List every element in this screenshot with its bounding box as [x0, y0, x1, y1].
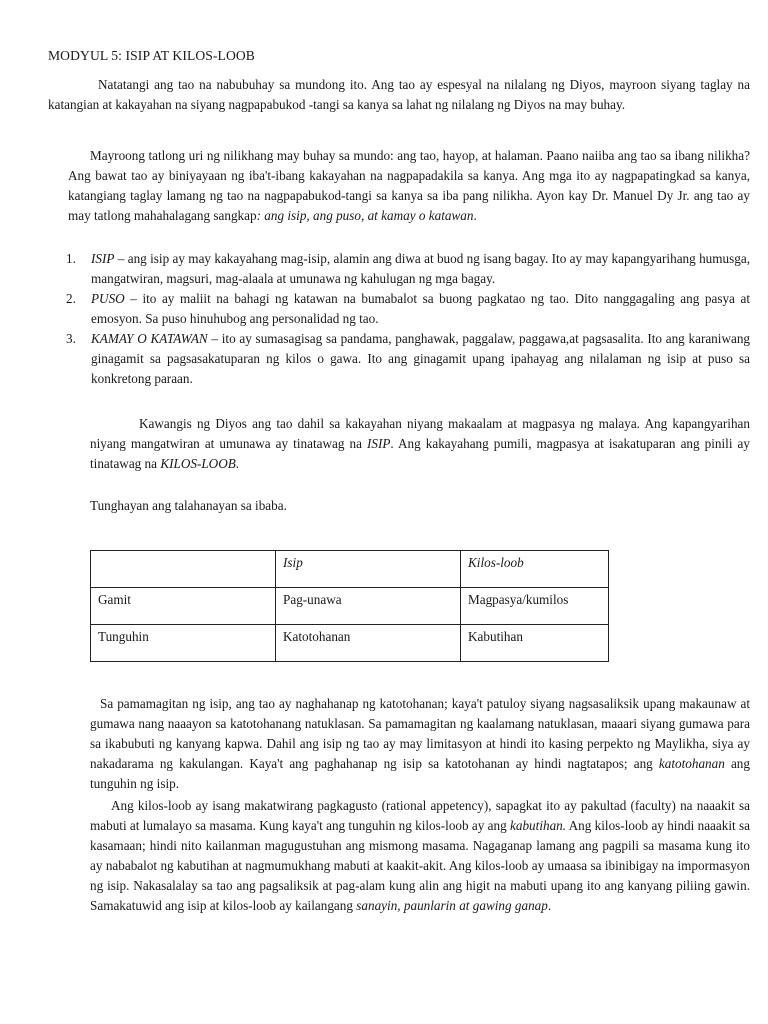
list-item — [66, 249, 750, 289]
paragraph-end: . — [235, 456, 240, 471]
numbered-list — [66, 249, 750, 389]
paragraph-three-faculties — [68, 146, 750, 226]
list-item — [66, 329, 750, 389]
list-item — [66, 289, 750, 329]
italic-term-kabutihan: kabutihan. — [510, 818, 567, 833]
table-cell: Pag-unawa — [276, 588, 461, 625]
list-term: KAMAY O KATAWAN — [91, 331, 208, 346]
table-cell: Magpasya/kumilos — [461, 588, 609, 625]
table-cell: Katotohanan — [276, 625, 461, 662]
paragraph-text: . Ang kakayahang pumili, magpasya at isakatuparan ang pinili ay tinatawag na — [90, 436, 750, 471]
paragraph-kilos-loob-kabutihan — [90, 796, 750, 916]
table-row — [91, 588, 609, 625]
italic-closing-phrase: sanayin, paunlarin at gawing ganap — [356, 898, 548, 913]
comparison-table — [90, 550, 609, 662]
list-number: 2. — [66, 291, 76, 306]
paragraph-end: . — [547, 898, 552, 913]
header-kilos-loob: Kilos-loob — [468, 555, 524, 570]
table-header-cell — [461, 551, 609, 588]
header-isip: Isip — [283, 555, 303, 570]
paragraph-text: Sa pamamagitan ng isip, ang tao ay naghahanap ng katotohanan; kaya't patuloy siyang nagsasaliksik upang makaunaw at gumawa nang naaayon sa katotohanang natuklasan. Sa pamamagitan ng kaalamang natuklasan, maaari siyang gumawa para sa ikabubuti ng kanyang kapwa. Dahil ang isip ng tao ay may limitasyon at hindi ito kasing perpekto ng Maylikha, siya ay nakadarama ng kakulangan. Kaya't ang paghahanap ng isip sa katotohanan ay hindi nagtatapos; ang — [90, 696, 750, 771]
table-cell — [91, 551, 276, 588]
list-text: – ito ay sumasagisag sa pandama, panghawak, paggalaw, paggawa,at pagsasalita. Ito ang karaniwang ginagamit sa pagsasakatuparan ng kilos o gawa. Ito ang ginagamit upang ipahayag ang nilalaman ng isip at puso sa konkretong paraan. — [91, 331, 751, 386]
paragraph-isip-kilos-loob — [90, 414, 750, 474]
paragraph-text: Ang kilos-loob ay isang makatwirang pagkagusto (rational appetency), sapagkat ito ay pakultad (faculty) na naaakit sa mabuti at lumalayo sa masama. Kung kaya't ang tunguhin ng kilos-loob ay ang — [90, 798, 750, 833]
table-header-cell — [276, 551, 461, 588]
table-intro: Tunghayan ang talahanayan sa ibaba. — [90, 498, 287, 513]
italic-term-kilos-loob: KILOS-LOOB — [160, 456, 236, 471]
list-term: ISIP — [91, 251, 115, 266]
paragraph-text: Kawangis ng Diyos ang tao dahil sa kakayahan niyang makaalam at magpasya ng malaya. Ang kapangyarihan niyang mangatwiran at umunawa ay tinatawag na — [90, 416, 750, 451]
paragraph-end: . — [473, 208, 477, 223]
table-cell: Kabutihan — [461, 625, 609, 662]
table-header-row — [91, 551, 609, 588]
list-text: – ang isip ay may kakayahang mag-isip, alamin ang diwa at buod ng isang bagay. Ito ay may kapangyarihang humusga, mangatwiran, magsuri, mag-alaala at umunawa ng kahulugan ng mga bagay. — [91, 251, 750, 286]
table-cell: Tunguhin — [91, 625, 276, 662]
intro-paragraph: Natatangi ang tao na nabubuhay sa mundong ito. Ang tao ay espesyal na nilalang ng Diyos, mayroon siyang taglay na katangian at kakayahan na siyang nagpapabukod -tangi sa kanya sa lahat ng nilalang ng Diyos na may buhay. — [48, 77, 750, 112]
list-number: 3. — [66, 331, 76, 346]
paragraph-text: Mayroong tatlong uri ng nilikhang may buhay sa mundo: ang tao, hayop, at halaman. Paano naiiba ang tao sa ibang nilikha? Ang bawat tao ay biniyayaan ng iba't-ibang kakayahan na nagpapadakila sa kanya. Ang mga ito ay nagpapatingkad sa kanya, katangiang taglay lamang ng tao na nagpapabukod-tangi sa kanya sa iba pang nilikha. Ayon kay Dr. Manuel Dy Jr. ang tao ay may tatlong mahahalagang sangkap — [68, 148, 750, 223]
italic-term-katotohanan: katotohanan — [658, 756, 725, 771]
paragraph-text: ang tunguhin ng isip. — [90, 756, 750, 791]
paragraph-text: Ang kilos-loob ay hindi naaakit sa kasamaan; hindi nito kailanman magugustuhan ang mismong masama. Nagaganap lamang ang pagpili sa masama kung ito ay nababalot ng kabutihan at nagmumukhang mabuti at kaakit-akit. Ang kilos-loob ay umaasa sa ibinibigay na impormasyon ng isip. Nakasalalay sa tao ang pagsaliksik at pag-alam kung alin ang higit na mabuti upang ito ang kanyang piliing gawin. Samakatuwid ang isip at kilos-loob ay kailangang — [90, 818, 750, 913]
module-title: MODYUL 5: ISIP AT KILOS-LOOB — [48, 48, 255, 63]
list-text: – ito ay maliit na bahagi ng katawan na bumabalot sa buong pagkatao ng tao. Dito nanggagaling ang pasya at emosyon. Sa puso hinuhubog ang personalidad ng tao. — [91, 291, 750, 326]
paragraph-isip-katotohanan — [90, 694, 750, 794]
italic-phrase: : ang isip, ang puso, at kamay o katawan — [256, 208, 474, 223]
italic-term-isip: ISIP — [366, 436, 391, 451]
list-term: PUSO — [91, 291, 125, 306]
list-number: 1. — [66, 251, 76, 266]
table-row — [91, 625, 609, 662]
table-cell: Gamit — [91, 588, 276, 625]
